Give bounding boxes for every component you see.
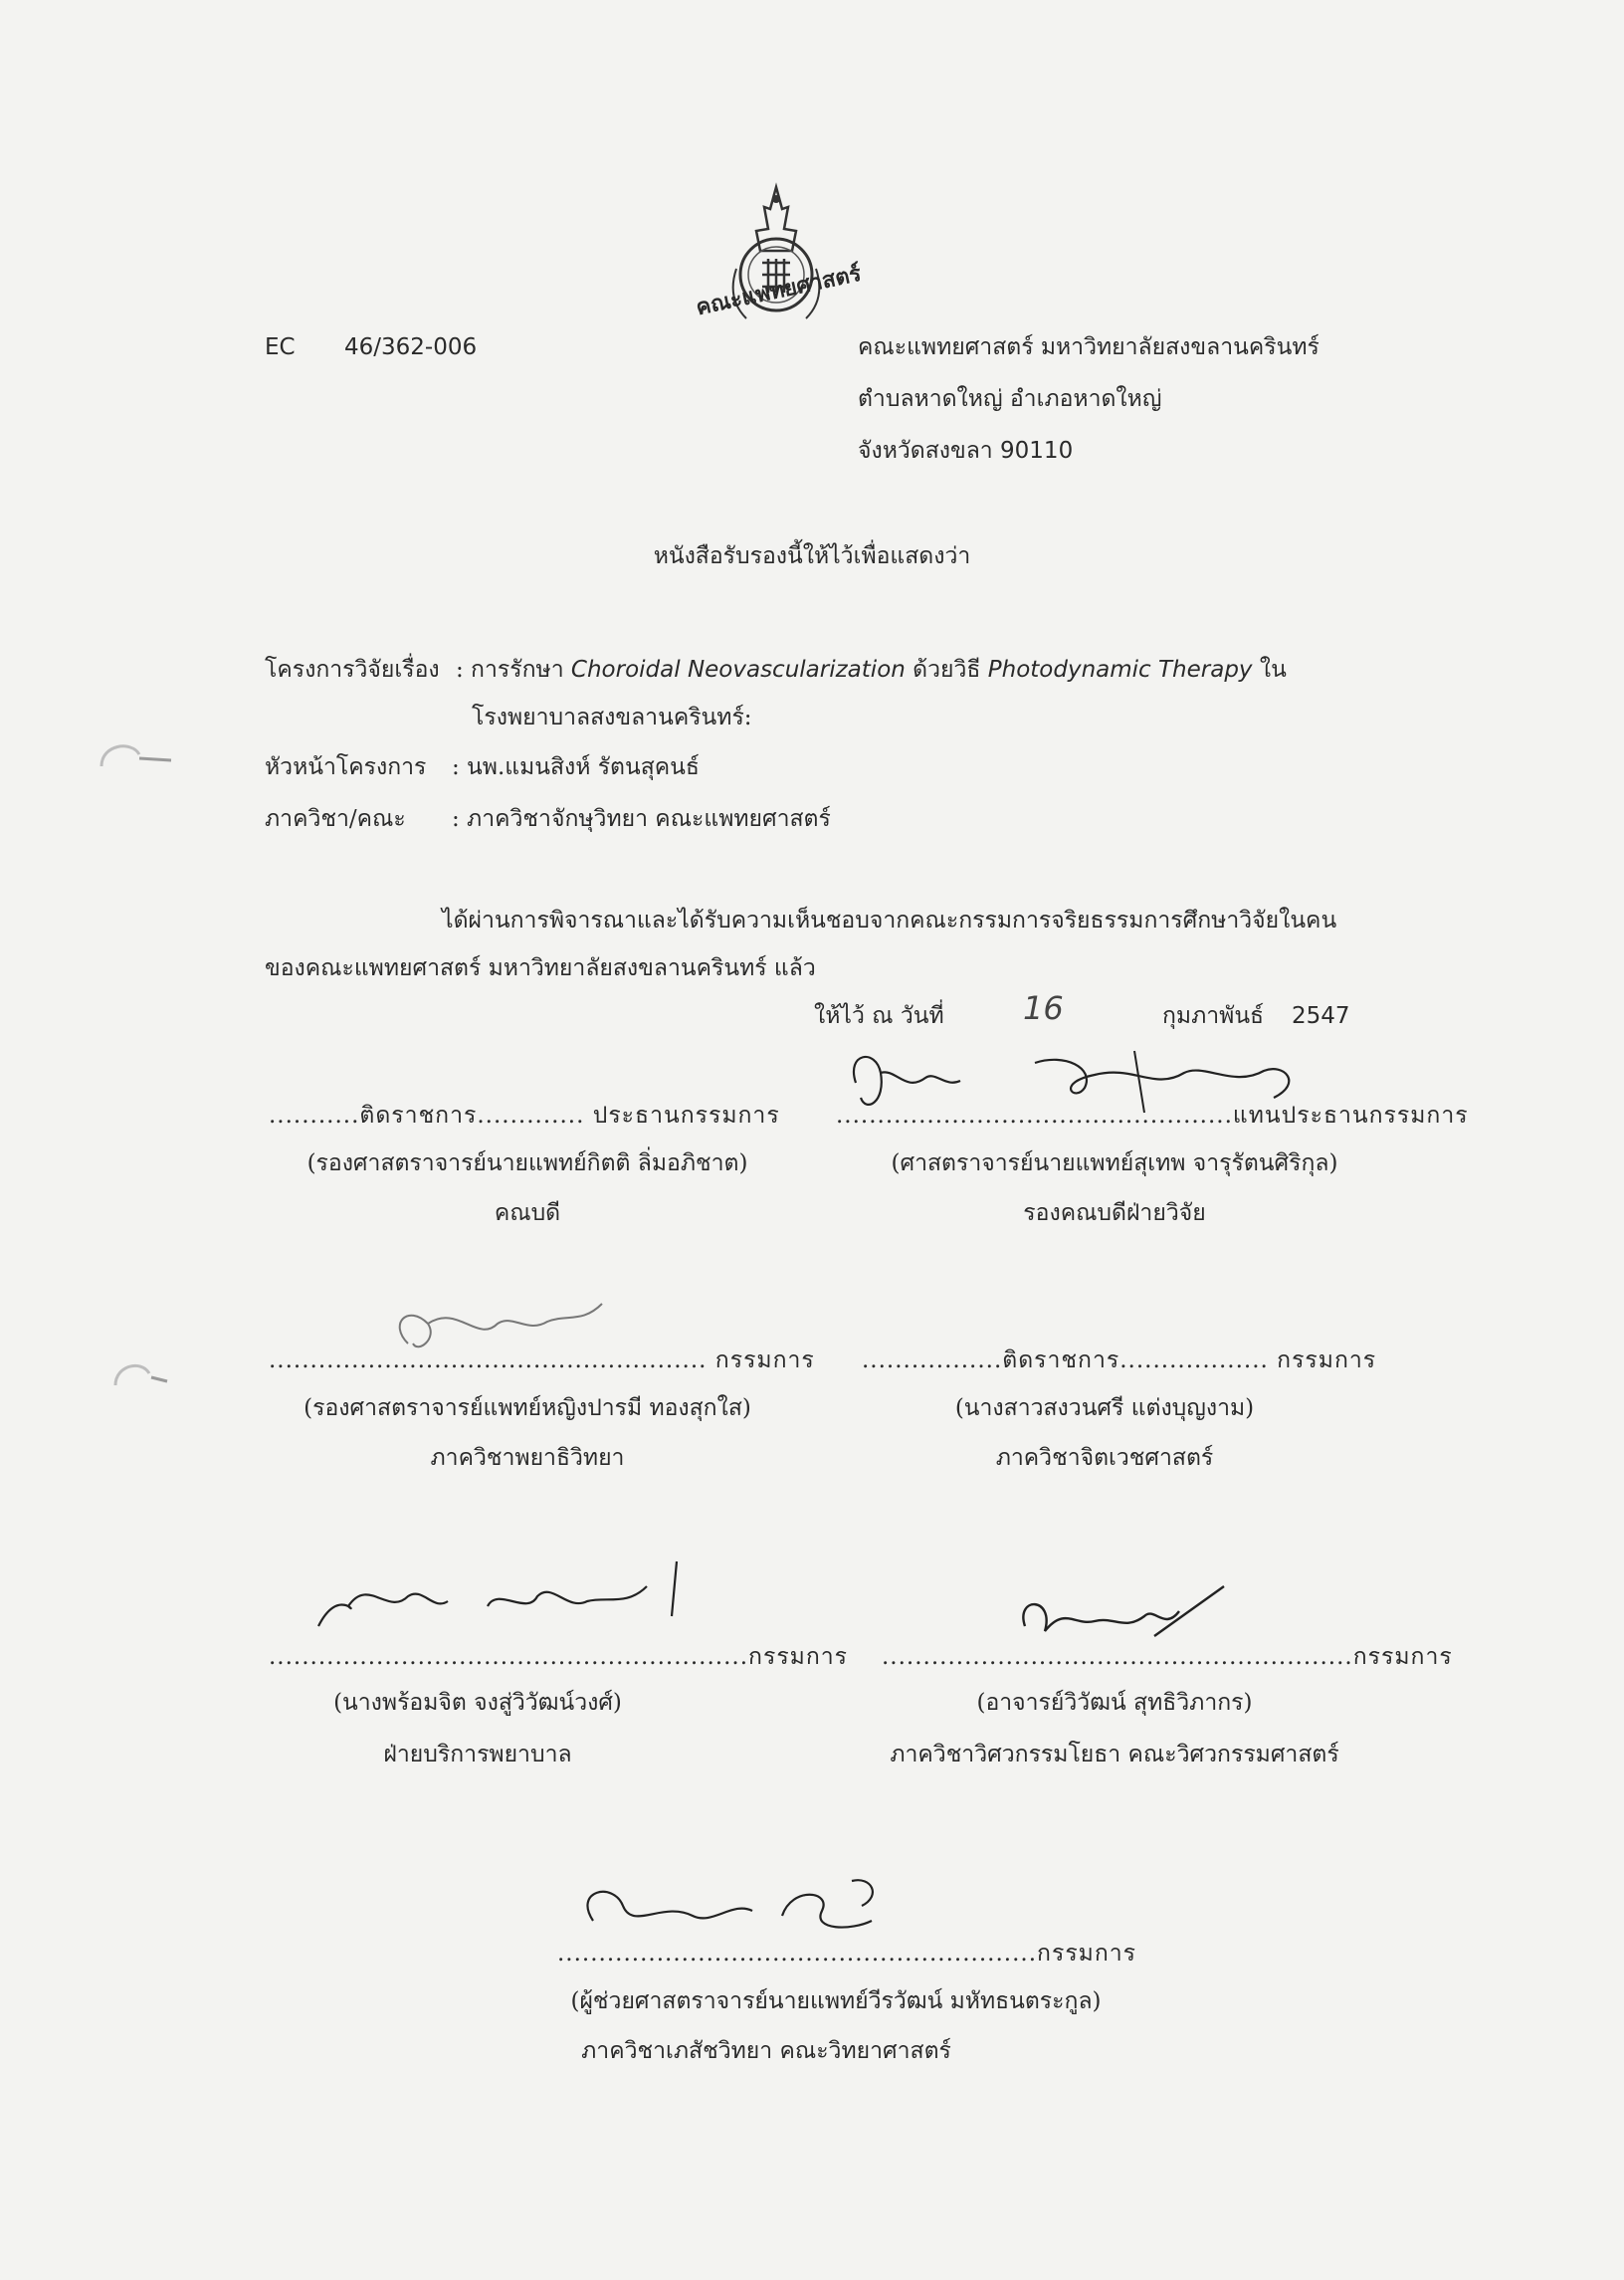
signatory-name-1: (รองศาสตราจารย์นายแพทย์กิตติ ลิ่มอภิชาต)	[306, 1150, 748, 1176]
signatory-position-7: ภาควิชาเภสัชวิทยา คณะวิทยาศาสตร์	[581, 2038, 951, 2064]
dept-value: : ภาควิชาจักษุวิทยา คณะแพทยศาสตร์	[452, 806, 831, 832]
signatory-position-1: คณบดี	[494, 1200, 561, 1226]
project-title	[456, 655, 1287, 685]
project-mid: ด้วยวิธี	[905, 657, 988, 683]
body-line-2: ของคณะแพทยศาสตร์ มหาวิทยาลัยสงขลานครินทร์ แล้ว	[265, 955, 816, 981]
document-title: หนังสือรับรองนี้ให้ไว้เพื่อแสดงว่า	[653, 543, 971, 569]
signatory-position-5: ฝ่ายบริการพยาบาล	[383, 1742, 572, 1767]
address-line-2: ตำบลหาดใหญ่ อำเภอหาดใหญ่	[858, 386, 1162, 412]
date-prefix: ให้ไว้ ณ วันที่	[814, 1003, 944, 1029]
body-line-1: ได้ผ่านการพิจารณาและได้รับความเห็นชอบจากคณะกรรมการจริยธรรมการศึกษาวิจัยในคน	[442, 908, 1337, 933]
date-month: กุมภาพันธ์	[1162, 1003, 1265, 1029]
project-label: โครงการวิจัยเรื่อง	[265, 657, 440, 683]
signature-line-7: ..........................................................กรรมการ	[557, 1941, 1137, 1967]
signatory-name-4: (นางสาวสงวนศรี แต่งบุญงาม)	[954, 1395, 1255, 1421]
signature-line-3: ..................................................... กรรมการ	[269, 1347, 815, 1373]
signature-line-1: ...........ติดราชการ............. ประธานกรรมการ	[269, 1103, 780, 1129]
signatory-position-2: รองคณบดีฝ่ายวิจัย	[1023, 1200, 1206, 1226]
signature-image	[299, 1556, 716, 1646]
signatory-name-5: (นางพร้อมจิต จงสู่วิวัฒน์วงศ์)	[333, 1690, 622, 1716]
ec-label: EC	[265, 334, 296, 360]
dept-label: ภาควิชา/คณะ	[265, 806, 406, 832]
signatory-name-6: (อาจารย์วิวัฒน์ สุทธิวิภากร)	[976, 1690, 1253, 1716]
head-label: หัวหน้าโครงการ	[265, 754, 427, 780]
punch-hole-icon	[107, 1355, 187, 1395]
signature-line-5: ..........................................................กรรมการ	[269, 1644, 849, 1670]
signatory-position-4: ภาควิชาจิตเวชศาสตร์	[995, 1445, 1214, 1471]
date-day: 16	[1023, 989, 1064, 1027]
project-prefix: : การรักษา	[456, 657, 571, 683]
project-term-2: Photodynamic Therapy	[987, 657, 1253, 683]
signatory-position-3: ภาควิชาพยาธิวิทยา	[430, 1445, 625, 1471]
signatory-name-3: (รองศาสตราจารย์แพทย์หญิงปารมี ทองสุกใส)	[304, 1395, 751, 1421]
ec-number: 46/362-006	[344, 334, 478, 360]
signatory-name-2: (ศาสตราจารย์นายแพทย์สุเทพ จารุรัตนศิริกุล)	[891, 1150, 1338, 1176]
address-line-1: คณะแพทยศาสตร์ มหาวิทยาลัยสงขลานครินทร์	[858, 334, 1320, 360]
head-value: : นพ.แมนสิงห์ รัตนสุคนธ์	[452, 754, 700, 780]
signature-line-2: ................................................แทนประธานกรรมการ	[836, 1103, 1469, 1129]
punch-hole-icon	[92, 736, 181, 776]
signature-line-6: .........................................................กรรมการ	[882, 1644, 1453, 1670]
signatory-position-6: ภาควิชาวิศวกรรมโยธา คณะวิศวกรรมศาสตร์	[890, 1742, 1339, 1767]
date-year: 2547	[1292, 1003, 1350, 1029]
project-title-line-2: โรงพยาบาลสงขลานครินทร์:	[472, 705, 752, 730]
project-term-1: Choroidal Neovascularization	[570, 657, 906, 683]
signatory-name-7: (ผู้ช่วยศาสตราจารย์นายแพทย์วีรวัฒน์ มหัทธนตระกูล)	[570, 1988, 1102, 2014]
address-line-3: จังหวัดสงขลา 90110	[858, 438, 1074, 464]
seal-text: คณะแพทยศาสตร์	[694, 260, 864, 321]
project-suffix: ใน	[1252, 657, 1287, 683]
signature-line-4: .................ติดราชการ.................. กรรมการ	[862, 1347, 1377, 1373]
